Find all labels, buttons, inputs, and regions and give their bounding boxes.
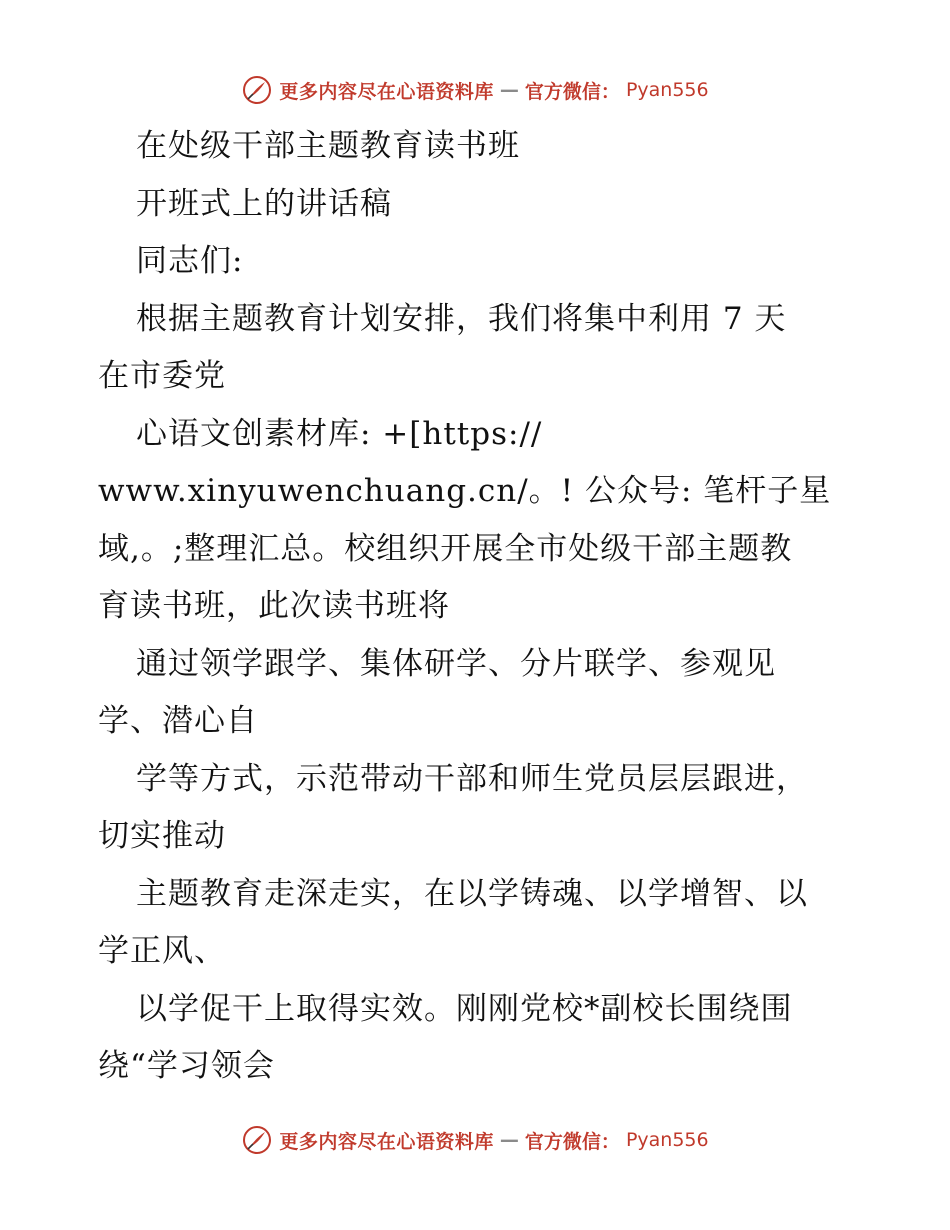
document-body [98, 118, 858, 1096]
feather-logo-icon [241, 74, 273, 106]
watermark-contact-label: 官方微信： [524, 80, 620, 103]
watermark-contact-id: Pyan556 [625, 79, 709, 101]
doc-paragraph-line: 心语文创素材库: +[https:// [136, 415, 543, 452]
feather-logo-icon [241, 1124, 273, 1156]
watermark-contact-id: Pyan556 [625, 1129, 709, 1151]
watermark-separator: — [499, 79, 519, 101]
doc-paragraph-line: www.xinyuwenchuang.cn/。! 公众号: 笔杆子星 [98, 473, 832, 509]
doc-paragraph-line: 根据主题教育计划安排，我们将集中利用 7 天 [136, 300, 787, 337]
watermark-contact-label: 官方微信： [524, 1130, 620, 1153]
doc-paragraph-line: 育读书班，此次读书班将 [98, 588, 450, 624]
doc-title-line-2: 开班式上的讲话稿 [136, 185, 392, 222]
watermark-separator: — [499, 1129, 519, 1151]
doc-paragraph-line: 在市委党 [98, 358, 226, 394]
doc-paragraph-line: 域,。;整理汇总。校组织开展全市处级干部主题教 [98, 530, 793, 567]
watermark-brand-text: 更多内容尽在心语资料库 [279, 1130, 494, 1153]
doc-paragraph-line: 以学促干上取得实效。刚刚党校*副校长围绕围 [136, 990, 793, 1027]
doc-paragraph-line: 主题教育走深走实，在以学铸魂、以学增智、以 [136, 875, 808, 912]
doc-title-line-1: 在处级干部主题教育读书班 [136, 128, 520, 164]
doc-paragraph-line: 绕“学习领会 [98, 1048, 275, 1084]
doc-paragraph-line: 学、潜心自 [98, 703, 258, 739]
doc-paragraph-line: 切实推动 [98, 818, 226, 854]
doc-paragraph-line: 通过领学跟学、集体研学、分片联学、参观见 [136, 645, 776, 682]
doc-paragraph-line: 学正风、 [98, 933, 226, 969]
footer-watermark [0, 1122, 950, 1158]
doc-salutation: 同志们: [136, 243, 244, 279]
header-watermark [0, 72, 950, 108]
doc-paragraph-line: 学等方式，示范带动干部和师生党员层层跟进， [136, 760, 808, 797]
watermark-brand-text: 更多内容尽在心语资料库 [279, 80, 494, 103]
